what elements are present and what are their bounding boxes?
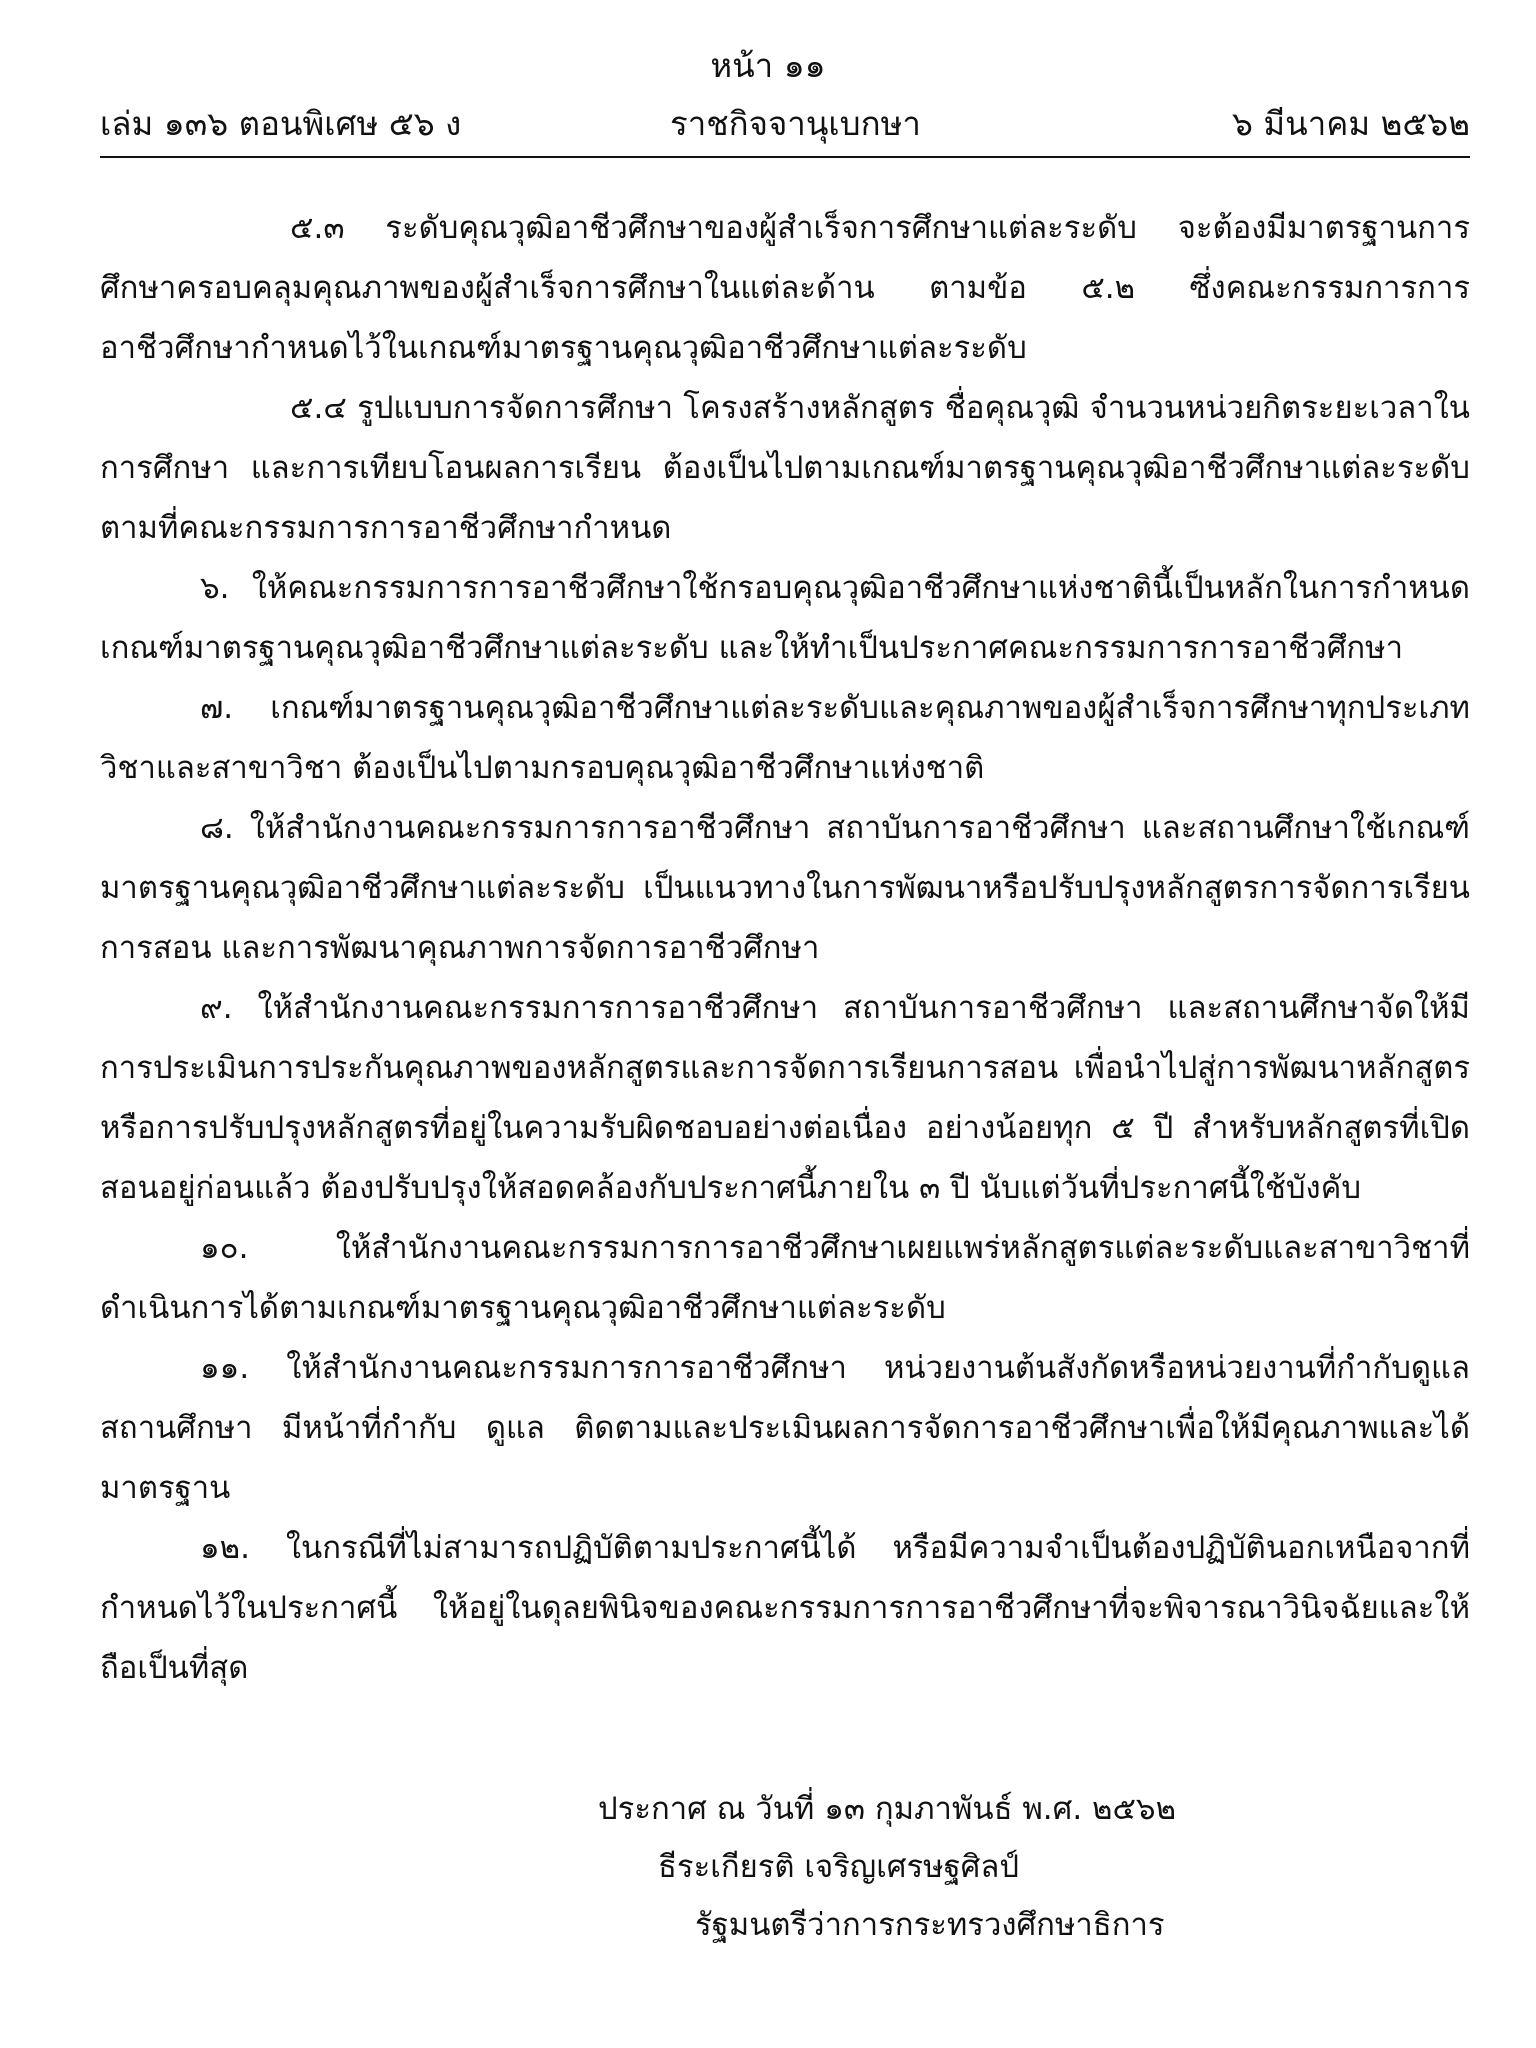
clause-10: ๑๐. ให้สำนักงานคณะกรรมการการอาชีวศึกษาเผยแพร่หลักสูตรแต่ละระดับและสาขาวิชาที่ดำเนินการได้ตามเกณฑ์มาตรฐานคุณวุฒิอาชีวศึกษาแต่ละระดับ bbox=[100, 1230, 1470, 1326]
publication-date: ๖ มีนาคม ๒๕๖๒ bbox=[1231, 104, 1470, 143]
page-number: หน้า ๑๑ bbox=[710, 46, 826, 85]
clause-5-4: ๕.๔ รูปแบบการจัดการศึกษา โครงสร้างหลักสูตร ชื่อคุณวุฒิ จำนวนหน่วยกิตระยะเวลาในการศึกษา และการเทียบโอนผลการเรียน ต้องเป็นไปตามเกณฑ์มาตรฐานคุณวุฒิอาชีวศึกษาแต่ละระดับ ตามที่คณะกรรมการการอาชีวศึกษากำหนด bbox=[100, 390, 1470, 546]
clause-7: ๗. เกณฑ์มาตรฐานคุณวุฒิอาชีวศึกษาแต่ละระดับและคุณภาพของผู้สำเร็จการศึกษาทุกประเภทวิชาและสาขาวิชา ต้องเป็นไปตามกรอบคุณวุฒิอาชีวศึกษาแห่งชาติ bbox=[100, 690, 1470, 786]
document-body bbox=[100, 198, 1470, 1698]
signatory-name: ธีระเกียรติ เจริญเศรษฐศิลป์ bbox=[658, 1849, 1020, 1885]
clause-12: ๑๒. ในกรณีที่ไม่สามารถปฏิบัติตามประกาศนี้ได้ หรือมีความจำเป็นต้องปฏิบัตินอกเหนือจากที่กำหนดไว้ในประกาศนี้ ให้อยู่ในดุลยพินิจของคณะกรรมการการอาชีวศึกษาที่จะพิจารณาวินิจฉัยและให้ถือเป็นที่สุด bbox=[100, 1530, 1470, 1686]
header-divider bbox=[100, 156, 1470, 158]
clause-6: ๖. ให้คณะกรรมการการอาชีวศึกษาใช้กรอบคุณวุฒิอาชีวศึกษาแห่งชาตินี้เป็นหลักในการกำหนดเกณฑ์มาตรฐานคุณวุฒิอาชีวศึกษาแต่ละระดับ และให้ทำเป็นประกาศคณะกรรมการการอาชีวศึกษา bbox=[100, 570, 1470, 666]
clause-11: ๑๑. ให้สำนักงานคณะกรรมการการอาชีวศึกษา หน่วยงานต้นสังกัดหรือหน่วยงานที่กำกับดูแลสถานศึกษา มีหน้าที่กำกับ ดูแล ติดตามและประเมินผลการจัดการอาชีวศึกษาเพื่อให้มีคุณภาพและได้มาตรฐาน bbox=[100, 1350, 1470, 1506]
clause-8: ๘. ให้สำนักงานคณะกรรมการการอาชีวศึกษา สถาบันการอาชีวศึกษา และสถานศึกษาใช้เกณฑ์มาตรฐานคุณวุฒิอาชีวศึกษาแต่ละระดับ เป็นแนวทางในการพัฒนาหรือปรับปรุงหลักสูตรการจัดการเรียนการสอน และการพัฒนาคุณภาพการจัดการอาชีวศึกษา bbox=[100, 810, 1470, 966]
clause-5-3: ๕.๓ ระดับคุณวุฒิอาชีวศึกษาของผู้สำเร็จการศึกษาแต่ละระดับ จะต้องมีมาตรฐานการศึกษาครอบคลุมคุณภาพของผู้สำเร็จการศึกษาในแต่ละด้าน ตามข้อ ๕.๒ ซึ่งคณะกรรมการการอาชีวศึกษากำหนดไว้ในเกณฑ์มาตรฐานคุณวุฒิอาชีวศึกษาแต่ละระดับ bbox=[100, 210, 1470, 366]
publication-title: ราชกิจจานุเบกษา bbox=[670, 104, 921, 143]
announcement-date: ประกาศ ณ วันที่ ๑๓ กุมภาพันธ์ พ.ศ. ๒๕๖๒ bbox=[598, 1791, 1177, 1827]
signatory-position: รัฐมนตรีว่าการกระทรวงศึกษาธิการ bbox=[695, 1907, 1165, 1943]
volume-issue: เล่ม ๑๓๖ ตอนพิเศษ ๕๖ ง bbox=[100, 104, 462, 143]
clause-9: ๙. ให้สำนักงานคณะกรรมการการอาชีวศึกษา สถาบันการอาชีวศึกษา และสถานศึกษาจัดให้มีการประเมินการประกันคุณภาพของหลักสูตรและการจัดการเรียนการสอน เพื่อนำไปสู่การพัฒนาหลักสูตรหรือการปรับปรุงหลักสูตรที่อยู่ในความรับผิดชอบอย่างต่อเนื่อง อย่างน้อยทุก ๕ ปี สำหรับหลักสูตรที่เปิดสอนอยู่ก่อนแล้ว ต้องปรับปรุงให้สอดคล้องกับประกาศนี้ภายใน ๓ ปี นับแต่วันที่ประกาศนี้ใช้บังคับ bbox=[100, 990, 1470, 1206]
gazette-header bbox=[100, 102, 1470, 146]
